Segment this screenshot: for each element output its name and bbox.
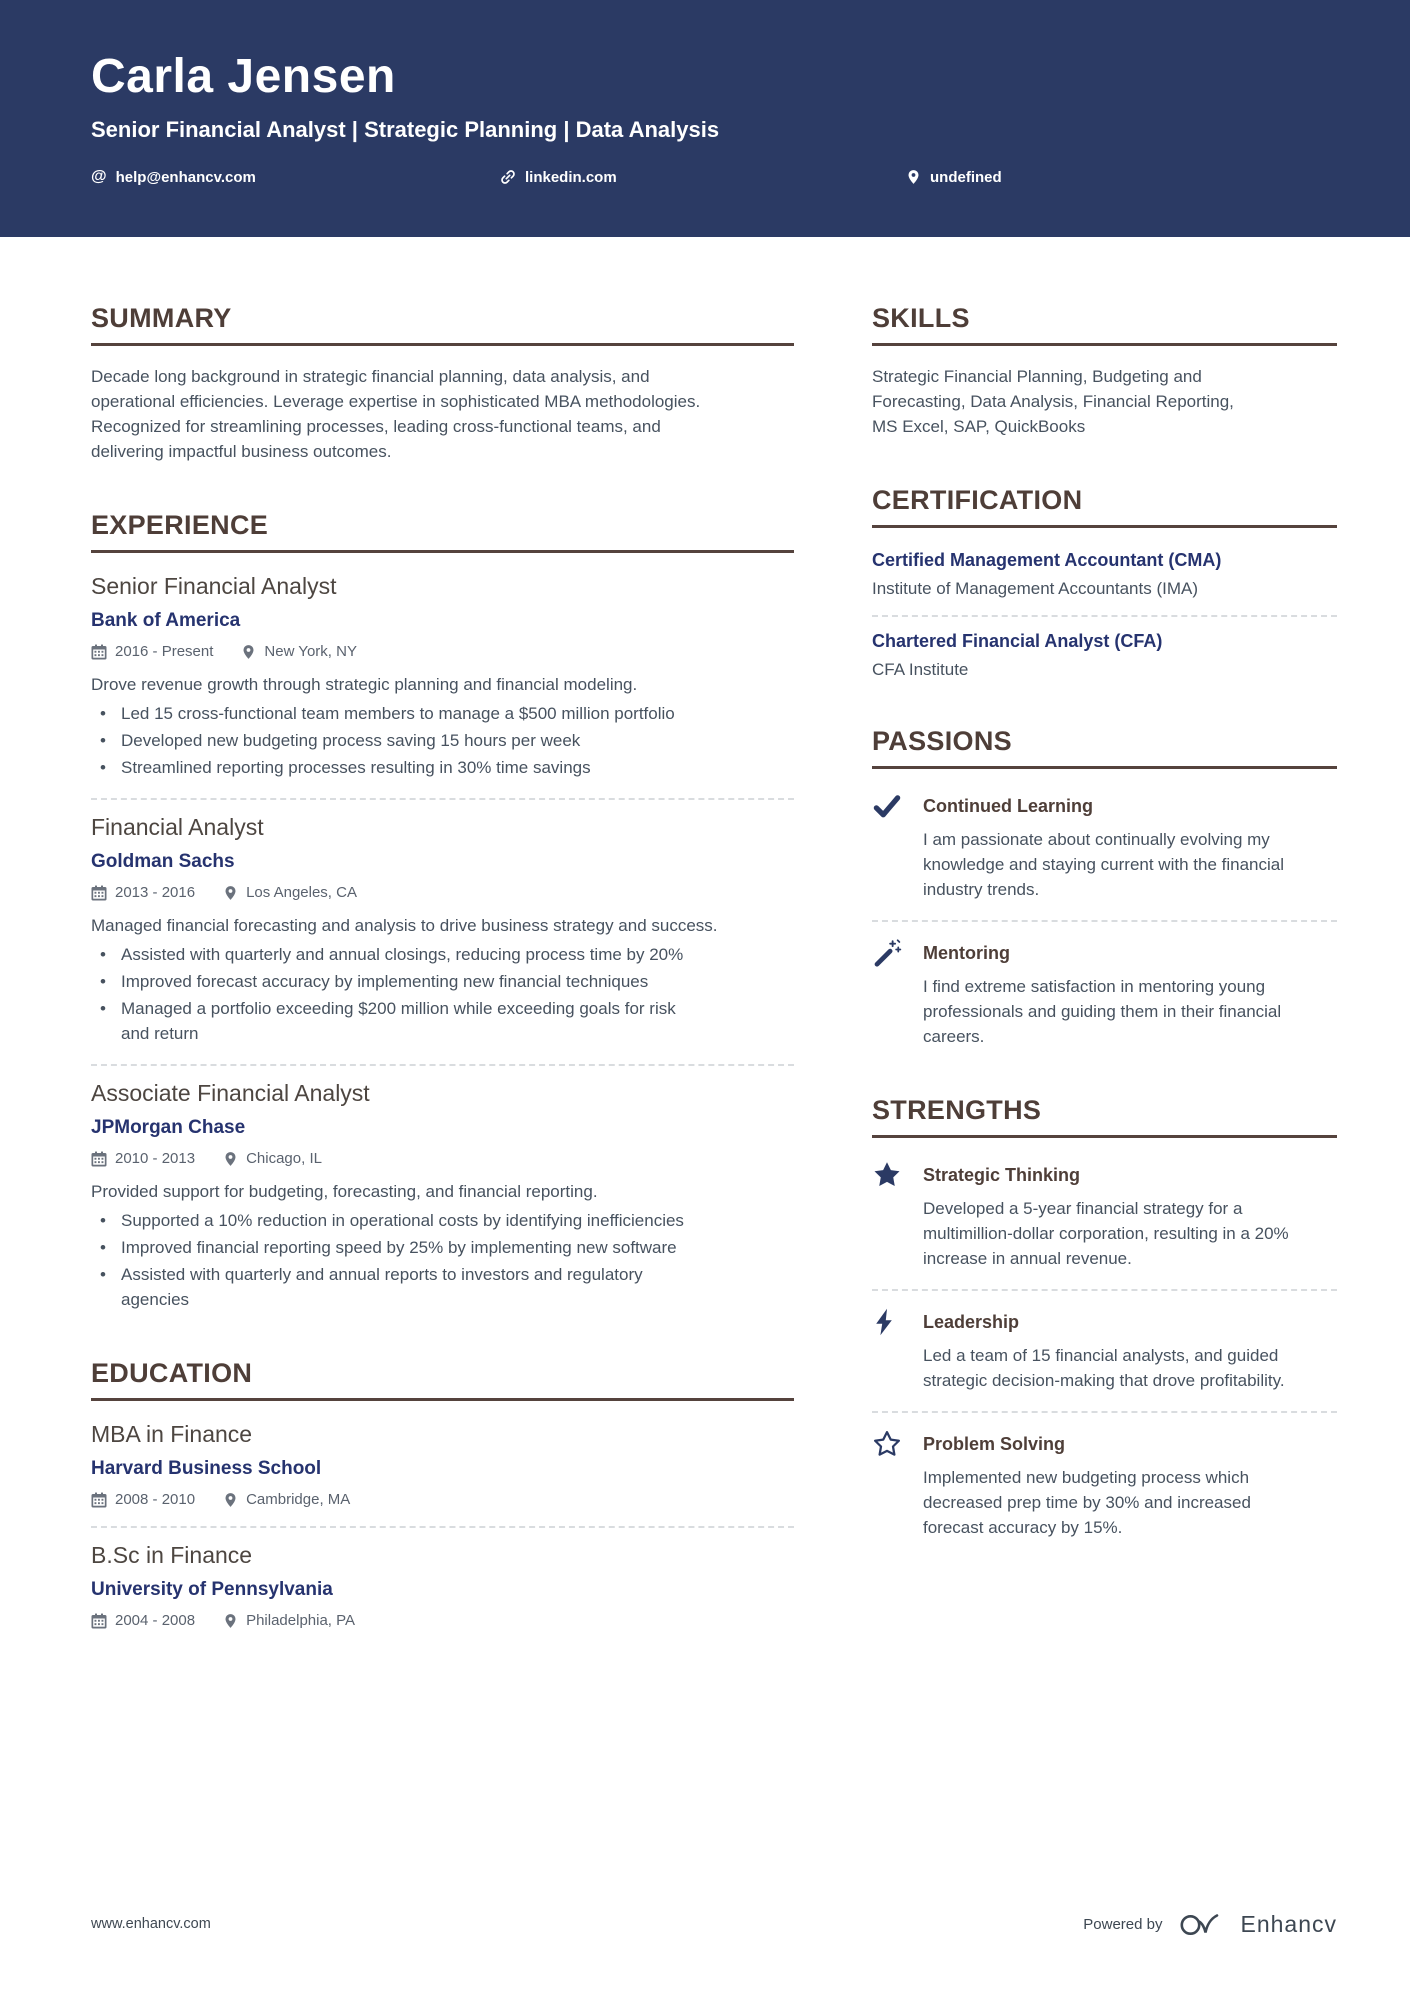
job-bullet: • Managed a portfolio exceeding $200 million while exceeding goals for risk and return	[91, 996, 686, 1046]
contact-location	[906, 169, 1002, 186]
job-bullet: • Streamlined reporting processes resulting in 30% time savings	[91, 755, 686, 780]
job-dates-group	[91, 643, 213, 660]
job-dates: 2010 - 2013	[115, 1150, 196, 1167]
calendar-icon	[91, 1151, 107, 1167]
strength-item	[872, 1413, 1337, 1540]
education-location-group	[223, 1491, 350, 1508]
education-dates-group	[91, 1491, 195, 1508]
certification-item	[872, 546, 1337, 617]
strength-text: Developed a 5-year financial strategy for a multimillion-dollar corporation, resulting in a 20% increase in annual revenue.	[923, 1199, 1289, 1268]
certification-section	[872, 485, 1337, 680]
passions-heading: PASSIONS	[872, 726, 1337, 769]
school-name: Harvard Business School	[91, 1458, 322, 1479]
contact-email-text: help@enhancv.com	[115, 168, 256, 186]
education-dates-group	[91, 1612, 195, 1629]
education-dates: 2004 - 2008	[115, 1612, 196, 1629]
job-description: Drove revenue growth through strategic planning and financial modeling.	[91, 675, 638, 694]
person-name: Carla Jensen	[91, 50, 396, 103]
pin-icon	[223, 1613, 238, 1629]
passion-title: Mentoring	[923, 943, 1010, 963]
calendar-icon	[91, 1613, 107, 1629]
education-location: Philadelphia, PA	[246, 1612, 356, 1629]
education-meta	[91, 1491, 794, 1508]
education-section	[91, 1358, 794, 1629]
job-title: Senior Financial Analyst	[91, 573, 337, 599]
passion-text: I am passionate about continually evolving my knowledge and staying current with the financial industry trends.	[923, 830, 1284, 899]
job-dates-group	[91, 884, 195, 901]
strength-title: Problem Solving	[923, 1434, 1066, 1454]
job-meta	[91, 643, 794, 660]
job-entry	[91, 800, 794, 1066]
strengths-heading: STRENGTHS	[872, 1095, 1337, 1138]
enhancv-brand-text: Enhancv	[1240, 1910, 1337, 1937]
passion-content	[923, 938, 1298, 1049]
contact-linkedin[interactable]	[500, 169, 906, 186]
contact-linkedin-text: linkedin.com	[525, 168, 617, 186]
degree-title: B.Sc in Finance	[91, 1542, 253, 1568]
headline: Senior Financial Analyst | Strategic Planning | Data Analysis	[91, 117, 720, 143]
summary-heading: SUMMARY	[91, 303, 794, 346]
strength-item	[872, 1291, 1337, 1413]
contact-email[interactable]	[91, 168, 500, 186]
passion-item	[872, 787, 1337, 922]
skills-heading: SKILLS	[872, 303, 1337, 346]
job-entry	[91, 1066, 794, 1312]
left-column	[91, 303, 794, 1675]
check-icon	[872, 791, 906, 902]
certification-title: Certified Management Accountant (CMA)	[872, 550, 1222, 570]
job-bullets	[91, 1208, 794, 1312]
pin-icon	[241, 644, 256, 660]
education-entry	[91, 1419, 794, 1528]
job-bullet: • Assisted with quarterly and annual reports to investors and regulatory agencies	[91, 1262, 686, 1312]
magic-wand-icon	[872, 938, 906, 1049]
job-description: Managed financial forecasting and analysis to drive business strategy and success.	[91, 916, 718, 935]
link-icon	[500, 169, 516, 185]
location-icon	[906, 169, 921, 185]
skills-section	[872, 303, 1337, 439]
at-icon: @	[91, 168, 107, 186]
job-meta	[91, 1150, 794, 1167]
skills-text: Strategic Financial Planning, Budgeting and Forecasting, Data Analysis, Financial Reporting, MS Excel, SAP, QuickBooks	[872, 367, 1234, 436]
degree-title: MBA in Finance	[91, 1421, 253, 1447]
certification-title: Chartered Financial Analyst (CFA)	[872, 631, 1163, 651]
contact-row	[91, 168, 1337, 186]
certification-item	[872, 617, 1337, 680]
job-bullet: • Improved financial reporting speed by 25% by implementing new software	[91, 1235, 686, 1260]
education-location: Cambridge, MA	[246, 1491, 351, 1508]
footer	[91, 1909, 1337, 1939]
job-dates: 2013 - 2016	[115, 884, 196, 901]
passion-item	[872, 922, 1337, 1049]
calendar-icon	[91, 885, 107, 901]
experience-heading: EXPERIENCE	[91, 510, 794, 553]
website-link[interactable]: www.enhancv.com	[91, 1916, 211, 1932]
job-dates-group	[91, 1150, 195, 1167]
calendar-icon	[91, 644, 107, 660]
strength-title: Leadership	[923, 1312, 1020, 1332]
strength-item	[872, 1156, 1337, 1291]
strengths-section	[872, 1095, 1337, 1540]
passion-title: Continued Learning	[923, 796, 1093, 816]
job-bullets	[91, 942, 794, 1046]
pin-icon	[223, 885, 238, 901]
passion-text: I find extreme satisfaction in mentoring young professionals and guiding them in their financial careers.	[923, 977, 1282, 1046]
job-bullet: • Improved forecast accuracy by implementing new financial techniques	[91, 969, 686, 994]
powered-by-label: Powered by	[1083, 1915, 1163, 1933]
job-location-group	[223, 884, 357, 901]
school-name: University of Pennsylvania	[91, 1579, 333, 1600]
job-company: Goldman Sachs	[91, 851, 235, 872]
certification-heading: CERTIFICATION	[872, 485, 1337, 528]
job-entry	[91, 571, 794, 800]
experience-section	[91, 510, 794, 1312]
certification-org: Institute of Management Accountants (IMA)	[872, 579, 1198, 598]
job-location: New York, NY	[264, 643, 357, 660]
strength-content	[923, 1307, 1298, 1393]
pin-icon	[223, 1492, 238, 1508]
pin-icon	[223, 1151, 238, 1167]
job-meta	[91, 884, 794, 901]
strength-content	[923, 1160, 1298, 1271]
strength-title: Strategic Thinking	[923, 1165, 1081, 1185]
education-meta	[91, 1612, 794, 1629]
passions-section	[872, 726, 1337, 1049]
job-title: Financial Analyst	[91, 814, 264, 840]
education-location-group	[223, 1612, 355, 1629]
enhancv-logo-icon	[1178, 1909, 1224, 1939]
job-location-group	[223, 1150, 322, 1167]
header-banner	[0, 0, 1410, 237]
powered-by-group	[1083, 1909, 1337, 1939]
certification-org: CFA Institute	[872, 660, 969, 679]
job-title: Associate Financial Analyst	[91, 1080, 370, 1106]
strength-content	[923, 1429, 1298, 1540]
job-location-group	[241, 643, 357, 660]
job-bullet: • Developed new budgeting process saving 15 hours per week	[91, 728, 686, 753]
education-heading: EDUCATION	[91, 1358, 794, 1401]
main-content	[0, 237, 1410, 1675]
job-bullets	[91, 701, 794, 780]
job-company: JPMorgan Chase	[91, 1117, 246, 1138]
right-column	[872, 303, 1337, 1675]
education-entry	[91, 1528, 794, 1629]
job-location: Chicago, IL	[246, 1150, 322, 1167]
strength-text: Led a team of 15 financial analysts, and guided strategic decision-making that drove profitability.	[923, 1346, 1285, 1390]
education-dates: 2008 - 2010	[115, 1491, 196, 1508]
star-outline-icon	[872, 1429, 906, 1540]
calendar-icon	[91, 1492, 107, 1508]
job-location: Los Angeles, CA	[246, 884, 357, 901]
strength-text: Implemented new budgeting process which decreased prep time by 30% and increased forecast accuracy by 15%.	[923, 1468, 1251, 1537]
contact-location-text: undefined	[930, 168, 1002, 186]
summary-text: Decade long background in strategic financial planning, data analysis, and operational efficiencies. Leverage expertise in sophisticated MBA methodologies. Recognized for streamlining processes, leading cross-functional teams, and delivering impactful business outcomes.	[91, 367, 701, 461]
job-bullet: • Supported a 10% reduction in operational costs by identifying inefficiencies	[91, 1208, 686, 1233]
job-description: Provided support for budgeting, forecasting, and financial reporting.	[91, 1182, 598, 1201]
summary-section	[91, 303, 794, 464]
job-bullet: • Led 15 cross-functional team members to manage a $500 million portfolio	[91, 701, 686, 726]
job-bullet: • Assisted with quarterly and annual closings, reducing process time by 20%	[91, 942, 686, 967]
passion-content	[923, 791, 1298, 902]
star-icon	[872, 1160, 906, 1271]
job-dates: 2016 - Present	[115, 643, 214, 660]
lightning-icon	[872, 1307, 906, 1393]
job-company: Bank of America	[91, 610, 241, 631]
